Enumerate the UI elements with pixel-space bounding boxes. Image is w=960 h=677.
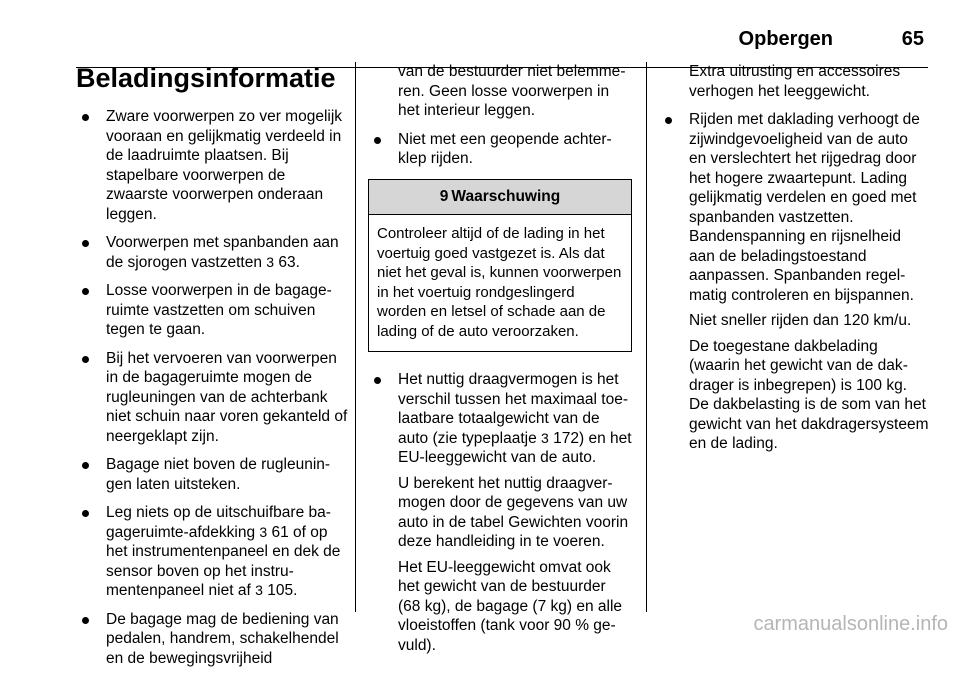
column-divider-1 — [355, 62, 356, 612]
warning-box — [368, 179, 632, 353]
loading-tips-list — [76, 107, 348, 668]
list-item: Zware voorwerpen zo ver mogelijk vooraan en gelijkmatig verdeeld in de laadruimte plaatsen. Bij stapelbare voorwerpen de zwaarste voorwerpen onderaan leggen. — [76, 107, 348, 224]
continuation-text: van de bestuurder niet belemmeren. Geen losse voorwerpen in het interieur leggen. — [398, 63, 626, 119]
warning-text: Controleer altijd of de lading in het voertuig goed vastgezet is. Als dat niet het geval is, kunnen voorwerpen in het voertuig rondgeslingerd worden en letsel of schade aan de lading of de auto veroorzaken. — [377, 225, 622, 340]
chapter-title: Opbergen — [738, 28, 833, 50]
column-divider-2 — [646, 62, 647, 612]
paragraph: Het EU-leeggewicht omvat ook het gewicht van de bestuurder (68 kg), de bagage (7 kg) en alle vloeistoffen (tank voor 90 % gevuld). — [398, 558, 623, 654]
warning-title: Waarschuwing — [451, 187, 561, 205]
list-item: Bij het vervoeren van voorwerpen in de bagageruimte mogen de rugleuningen van de achterbank niet schuin naar voren gekanteld of neergeklapt zijn. — [76, 349, 348, 447]
warning-icon: 9 — [439, 187, 449, 205]
column-3 — [659, 62, 929, 463]
watermark: carmanualsonline.info — [753, 613, 948, 635]
list-item: Leg niets op de uitschuifbare bagageruimte-afdekking 3 61 of op het instrumentenpaneel en dek de sensor boven op het instrumentenpaneel niet af 3 105. — [76, 503, 348, 601]
list-item: Niet met een geopende achterklep rijden. — [368, 130, 632, 169]
continuation-text: Extra uitrusting en accessoires verhogen het leeggewicht. — [689, 63, 901, 100]
page-header — [76, 22, 928, 50]
page-reference-icon[interactable]: 3 — [541, 429, 549, 446]
warning-header — [369, 180, 631, 216]
page-reference-icon[interactable]: 3 — [266, 253, 275, 270]
column-1 — [76, 62, 348, 677]
paragraph: Niet sneller rijden dan 120 km/u. — [689, 312, 912, 329]
list-item: Rijden met daklading verhoogt de zijwindgevoeligheid van de auto en verslechtert het rijgedrag door het hogere zwaartepunt. Lading gelijkmatig verdelen en goed met spanbanden vastzetten. Bandenspanning en rijsnelheid aan de beladingstoestand aanpassen. Spanbanden regelmatig controleren en bijspannen. Niet sneller rijden dan 120 km/u. De toegestane dakbelading (waarin het gewicht van de dakdrager is inbegrepen) is 100 kg. De dakbelasting is de som van het gewicht van het dakdragersysteem en de lading. — [659, 110, 929, 454]
list-item: Voorwerpen met spanbanden aan de sjorogen vastzetten 3 63. — [76, 233, 348, 272]
page-number: 65 — [901, 28, 924, 50]
paragraph: De toegestane dakbelading (waarin het gewicht van de dakdrager is inbegrepen) is 100 kg. De dakbelasting is de som van het gewicht van het dakdragersysteem en de lading. — [689, 337, 929, 452]
paragraph: U berekent het nuttig draagvermogen door de gegevens van uw auto in de tabel Gewichten voorin deze handleiding in te voeren. — [398, 474, 629, 550]
page-reference-icon[interactable]: 3 — [255, 582, 263, 598]
list-item: Losse voorwerpen in de bagageruimte vastzetten om schuiven tegen te gaan. — [76, 281, 348, 340]
list-item: De bagage mag de bediening van pedalen, handrem, schakelhendel en de bewegingsvrijheid — [76, 610, 348, 669]
column-2 — [368, 62, 632, 664]
list-item: Het nuttig draagvermogen is het verschil tussen het maximaal toelaatbare totaalgewicht van de auto (zie typeplaatje 3 172) en het EU-leeggewicht van de auto. U berekent het nuttig draagvermogen door de gegevens van uw auto in de tabel Gewichten voorin deze handleiding in te voeren. Het EU-leeggewicht omvat ook het gewicht van de bestuurder (68 kg), de bagage (7 kg) en alle vloeistoffen (tank voor 90 % gevuld). — [368, 370, 632, 655]
page-reference-icon[interactable]: 3 — [259, 523, 268, 540]
section-title: Beladingsinformatie — [76, 63, 336, 93]
list-item: Bagage niet boven de rugleuningen laten uitsteken. — [76, 455, 348, 494]
